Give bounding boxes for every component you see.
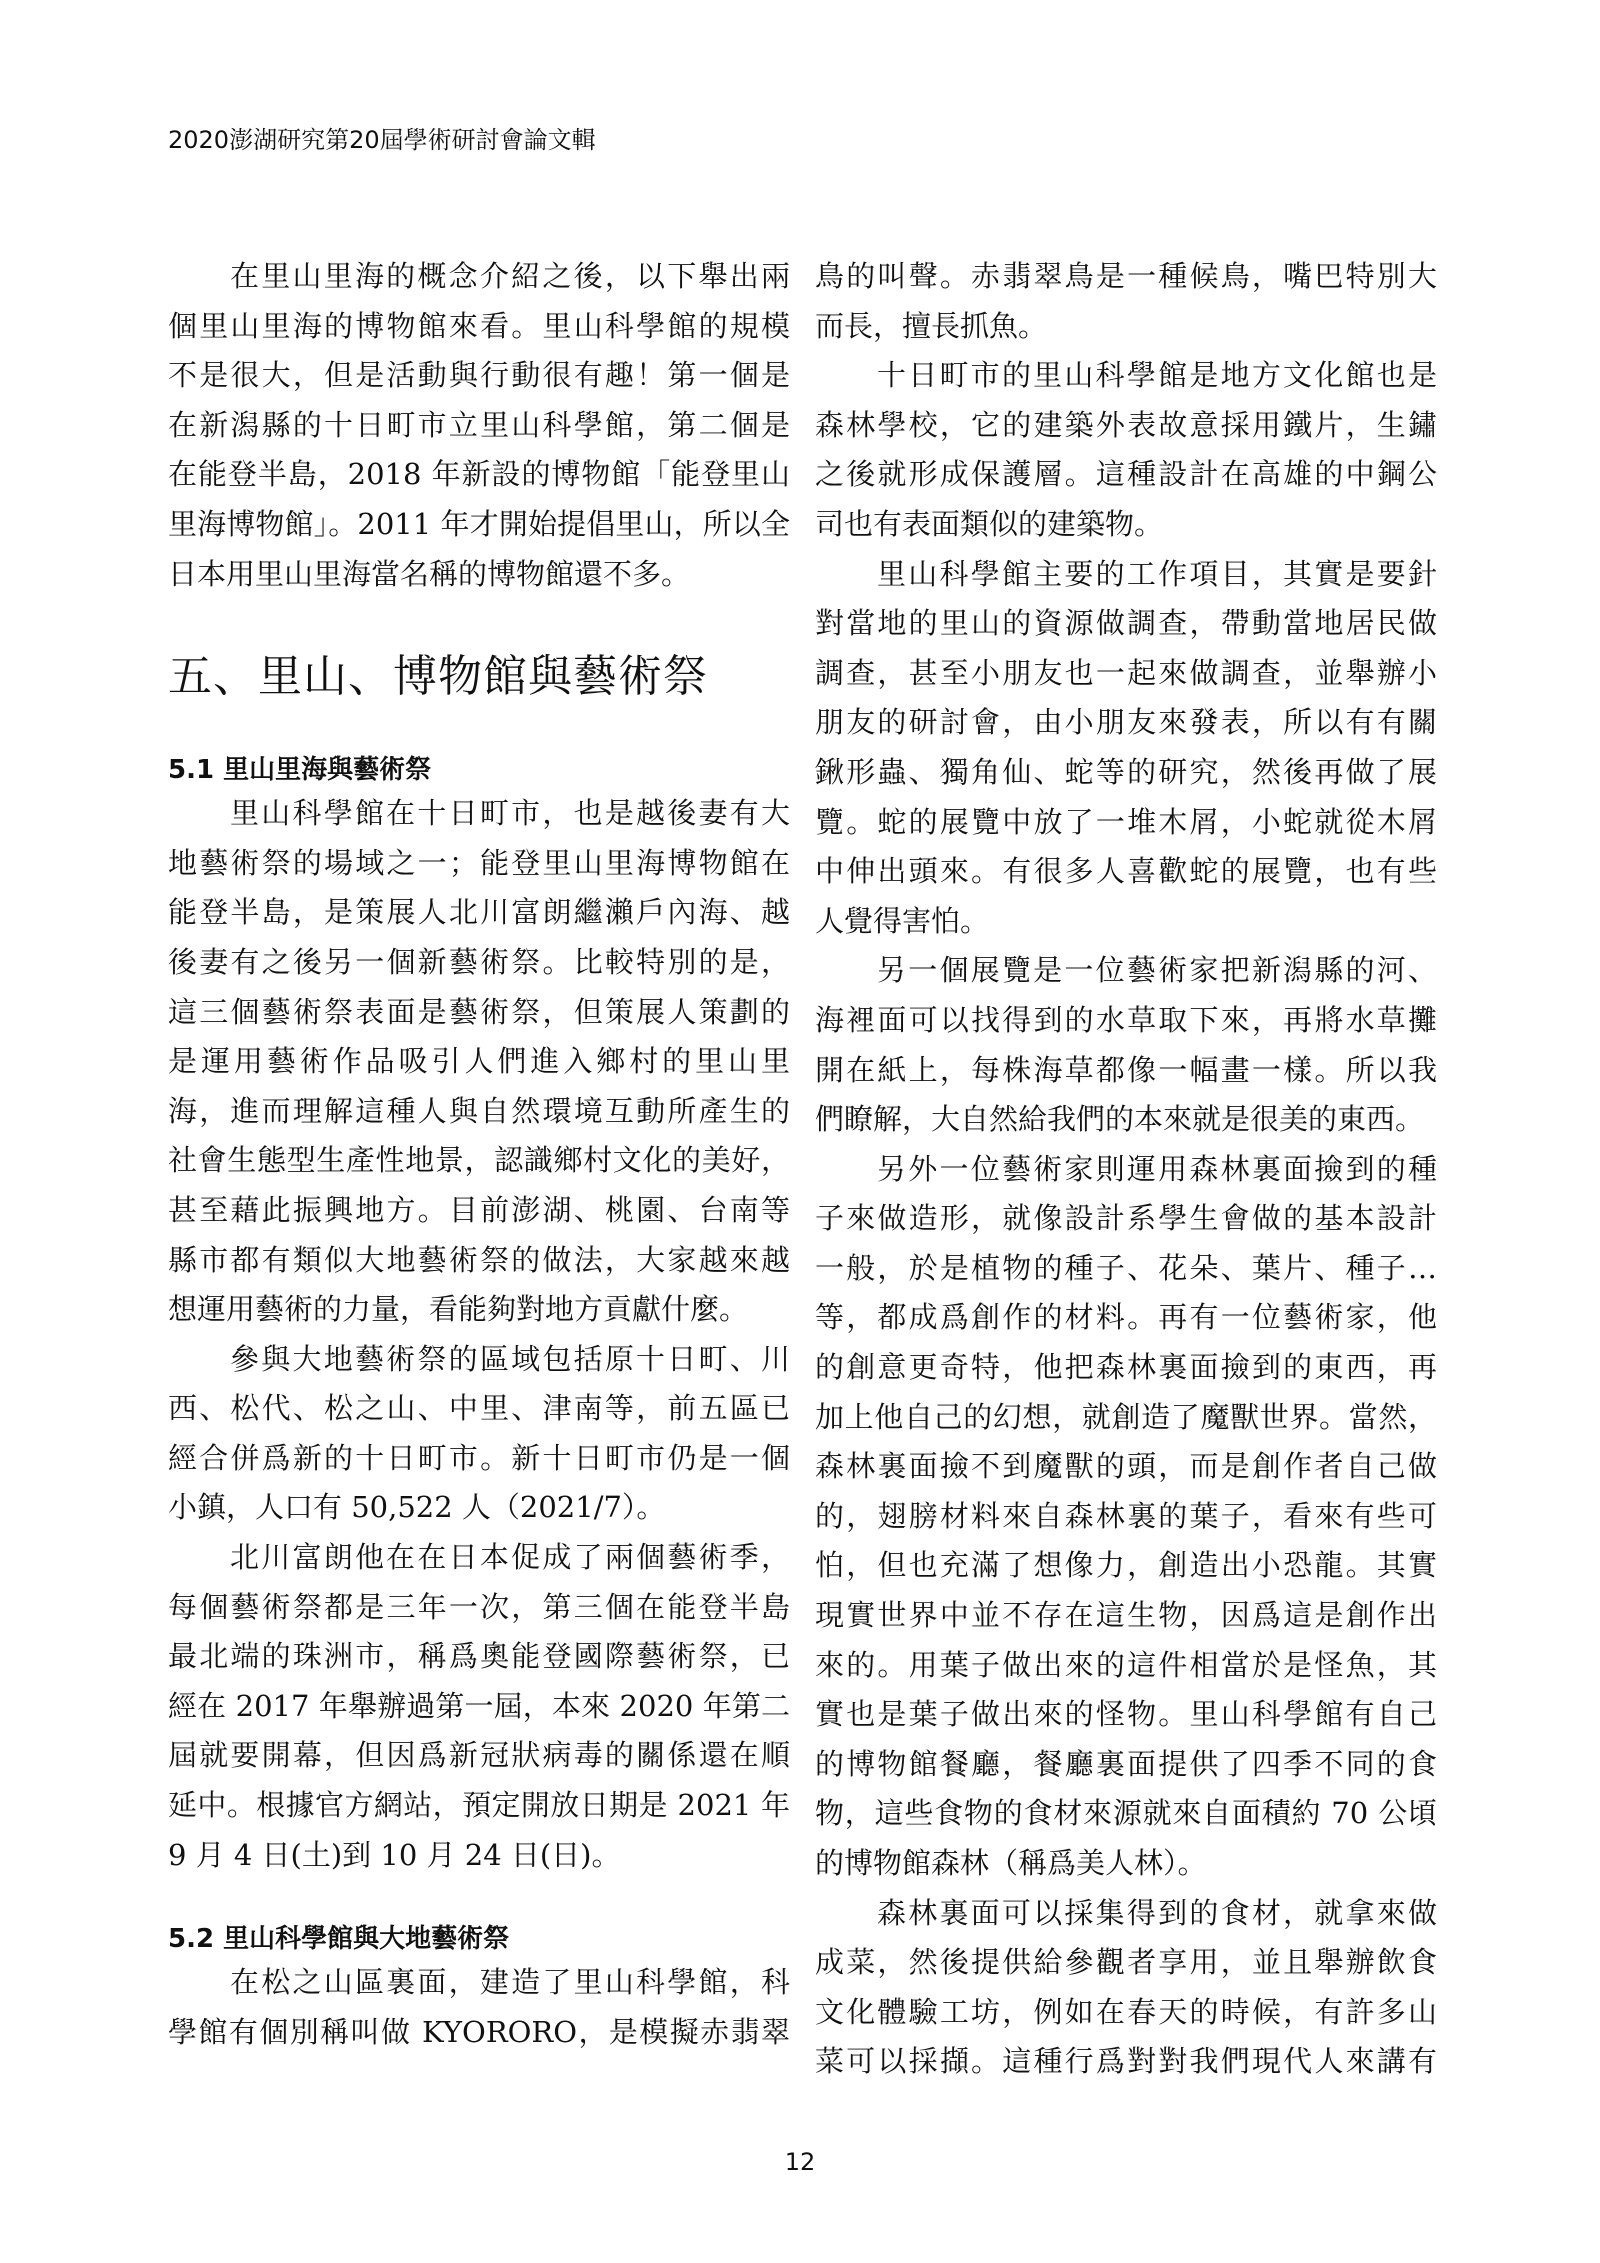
text-line: 中伸出頭來。有很多人喜歡蛇的展覽，也有些 <box>815 854 1437 889</box>
text-line: 里海博物館」。2011 年才開始提倡里山，所以全 <box>168 506 790 541</box>
text-line: 十日町市的里山科學館是地方文化館也是 <box>877 358 1437 393</box>
paragraph <box>168 1335 790 1533</box>
text-line: 的博物館森林（稱爲美人林）。 <box>815 1846 1207 1880</box>
left-column <box>168 252 790 2057</box>
text-line: 在松之山區裏面，建造了里山科學館，科 <box>230 1965 790 2000</box>
right-column <box>815 252 1437 2087</box>
paragraph <box>815 1889 1437 2087</box>
spacer <box>168 1880 790 1920</box>
text-line: 而長，擅長抓魚。 <box>815 308 1048 343</box>
text-line: 在新潟縣的十日町市立里山科學館，第二個是 <box>168 407 790 442</box>
paragraph <box>815 1145 1437 1889</box>
text-line: 後妻有之後另一個新藝術祭。比較特別的是， <box>168 944 790 979</box>
text-line: 子來做造形，就像設計系學生會做的基本設計 <box>815 1201 1437 1236</box>
text-line: 經在 2017 年舉辦過第一屆，本來 2020 年第二 <box>168 1688 790 1723</box>
text-line: 社會生態型生產性地景，認識鄉村文化的美好， <box>168 1143 790 1178</box>
paragraph <box>168 789 790 1335</box>
text-line: 成菜，然後提供給參觀者享用，並且舉辦飲食 <box>815 1945 1437 1980</box>
text-line: 的博物館餐廳，餐廳裏面提供了四季不同的食 <box>815 1746 1437 1781</box>
text-line: 經合併爲新的十日町市。新十日町市仍是一個 <box>168 1440 790 1475</box>
text-line: 森林學校，它的建築外表故意採用鐵片，生鏽 <box>815 407 1437 442</box>
text-line: 覽。蛇的展覽中放了一堆木屑，小蛇就從木屑 <box>815 804 1437 839</box>
text-line: 朋友的研討會，由小朋友來發表，所以有有關 <box>815 705 1437 740</box>
text-line: 開在紙上，每株海草都像一幅畫一樣。所以我 <box>815 1052 1437 1087</box>
text-line: 日本用里山里海當名稱的博物館還不多。 <box>168 556 691 591</box>
text-line: 等，都成爲創作的材料。再有一位藝術家，他 <box>815 1300 1437 1335</box>
text-line: 文化體驗工坊，例如在春天的時候，有許多山 <box>815 1994 1437 2029</box>
text-line: 們瞭解，大自然給我們的本來就是很美的東西。 <box>815 1102 1425 1137</box>
paragraph <box>815 252 1437 351</box>
text-line: 來的。用葉子做出來的這件相當於是怪魚，其 <box>815 1647 1437 1682</box>
text-line: 小鎮，人口有 50,522 人（2021/7）。 <box>168 1490 666 1525</box>
running-header: 2020澎湖研究第20屆學術研討會論文輯 <box>168 126 596 154</box>
text-line: 是運用藝術作品吸引人們進入鄉村的里山里 <box>168 1044 790 1079</box>
text-line: 西、松代、松之山、中里、津南等，前五區已 <box>168 1391 790 1426</box>
page-number: 12 <box>784 2148 816 2176</box>
text-line: 物，這些食物的食材來源就來自面積約 70 公頃 <box>815 1796 1437 1831</box>
text-line: 另一個展覽是一位藝術家把新潟縣的河、 <box>877 953 1437 988</box>
text-line: 延中。根據官方網站，預定開放日期是 2021 年 <box>168 1788 790 1823</box>
text-line: 在里山里海的概念介紹之後，以下舉出兩 <box>230 259 790 293</box>
subsection-title-5-2: 5.2 里山科學館與大地藝術祭 <box>168 1924 510 1955</box>
text-line: 司也有表面類似的建築物。 <box>815 506 1164 541</box>
text-line: 能登半島，是策展人北川富朗繼瀨戶內海、越 <box>168 895 790 930</box>
text-line: 海，進而理解這種人與自然環境互動所產生的 <box>168 1093 790 1128</box>
text-line: 每個藝術祭都是三年一次，第三個在能登半島 <box>168 1589 790 1624</box>
text-line: 之後就形成保護層。這種設計在高雄的中鋼公 <box>815 457 1437 492</box>
text-line: 個里山里海的博物館來看。里山科學館的規模 <box>168 308 790 343</box>
paragraph <box>168 1533 790 1880</box>
paragraph <box>815 946 1437 1144</box>
subsection-title-5-1: 5.1 里山里海與藝術祭 <box>168 755 432 786</box>
text-line: 北川富朗他在在日本促成了兩個藝術季， <box>230 1540 790 1575</box>
text-line: 里山科學館主要的工作項目，其實是要針 <box>877 556 1437 591</box>
section-title: 五、里山、博物館與藝術祭 <box>168 651 708 703</box>
paragraph <box>815 550 1437 947</box>
text-line: 另外一位藝術家則運用森林裏面撿到的種 <box>877 1151 1437 1186</box>
text-line: 不是很大，但是活動與行動很有趣！第一個是 <box>168 358 790 393</box>
intro-paragraph <box>168 252 790 599</box>
text-line: 對當地的里山的資源做調查，帶動當地居民做 <box>815 606 1437 641</box>
text-line: 地藝術祭的場域之一；能登里山里海博物館在 <box>168 845 790 880</box>
text-line: 最北端的珠洲市，稱爲奧能登國際藝術祭，已 <box>168 1639 790 1674</box>
text-line: 甚至藉此振興地方。目前澎湖、桃園、台南等 <box>168 1192 790 1227</box>
text-line: 海裡面可以找得到的水草取下來，再將水草攤 <box>815 1002 1437 1037</box>
text-line: 想運用藝術的力量，看能夠對地方貢獻什麼。 <box>168 1292 749 1327</box>
text-line: 縣市都有類似大地藝術祭的做法，大家越來越 <box>168 1242 790 1277</box>
text-line: 的創意更奇特，他把森林裏面撿到的東西，再 <box>815 1350 1437 1385</box>
text-line: 這三個藝術祭表面是藝術祭，但策展人策劃的 <box>168 994 790 1029</box>
text-line: 人覺得害怕。 <box>815 903 990 938</box>
text-line: 9 月 4 日(土)到 10 月 24 日(日)。 <box>168 1837 621 1872</box>
text-line: 在能登半島，2018 年新設的博物館「能登里山 <box>168 457 790 492</box>
text-line: 參與大地藝術祭的區域包括原十日町、川 <box>230 1341 790 1376</box>
paragraph <box>168 1958 790 2057</box>
paragraph <box>815 351 1437 549</box>
text-line: 加上他自己的幻想，就創造了魔獸世界。當然， <box>815 1399 1437 1434</box>
text-line: 鳥的叫聲。赤翡翠鳥是一種候鳥，嘴巴特別大 <box>815 259 1437 293</box>
text-line: 的，翅膀材料來自森林裏的葉子，看來有些可 <box>815 1498 1437 1533</box>
text-line: 屆就要開幕，但因爲新冠狀病毒的關係還在順 <box>168 1738 790 1773</box>
text-line: 鍬形蟲、獨角仙、蛇等的研究，然後再做了展 <box>815 754 1437 789</box>
text-line: 里山科學館在十日町市，也是越後妻有大 <box>230 796 790 831</box>
text-line: 森林裏面可以採集得到的食材，就拿來做 <box>877 1895 1437 1930</box>
text-line: 調查，甚至小朋友也一起來做調查，並舉辦小 <box>815 655 1437 690</box>
text-line: 一般，於是植物的種子、花朵、葉片、種子… <box>815 1250 1437 1285</box>
text-line: 學館有個別稱叫做 KYORORO，是模擬赤翡翠 <box>168 2014 790 2049</box>
text-line: 實也是葉子做出來的怪物。里山科學館有自己 <box>815 1697 1437 1732</box>
text-line: 菜可以採擷。這種行爲對對我們現代人來講有 <box>815 2044 1437 2079</box>
text-line: 怕，但也充滿了想像力，創造出小恐龍。其實 <box>815 1548 1437 1583</box>
text-line: 森林裏面撿不到魔獸的頭，而是創作者自己做 <box>815 1449 1437 1484</box>
text-line: 現實世界中並不存在這生物，因爲這是創作出 <box>815 1598 1437 1633</box>
